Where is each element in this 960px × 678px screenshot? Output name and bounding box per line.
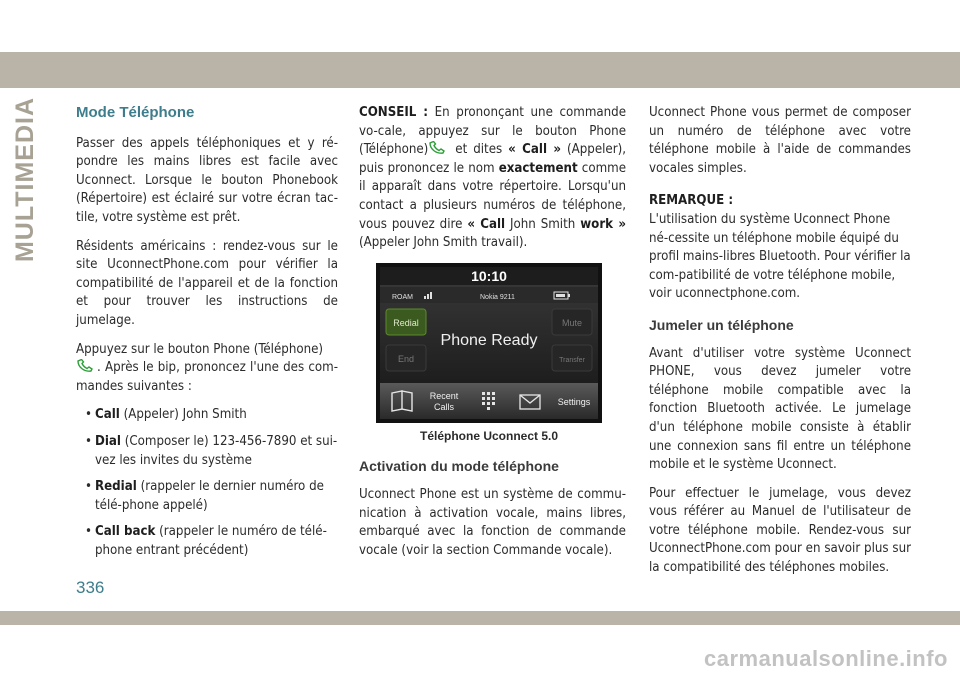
term: Call: [95, 407, 120, 423]
term: Call back: [95, 524, 156, 540]
watermark: carmanualsonline.info: [704, 646, 948, 671]
paragraph: Résidents américains : rendez-vous sur le site UconnectPhone.com pour vérifier la compatibilité de l'appareil et de la fonction et pour trouver les instructions de jumelage.: [76, 238, 338, 328]
settings-label[interactable]: Settings: [557, 396, 591, 407]
figure-caption: Téléphone Uconnect 5.0: [419, 428, 559, 443]
heading-activation: Activation du mode téléphone: [359, 458, 559, 475]
paragraph: Pour effectuer le jumelage, vous devez vous référer au Manuel de l'utilisateur de votre téléphone mobile. Rendez-vous sur UconnectPhone.com pour en savoir plus sur la compatibilité des téléphones mobiles.: [649, 485, 911, 576]
text: Appuyez sur le bouton Phone (Téléphone): [76, 341, 324, 357]
paragraph: Avant d'utiliser votre système Uconnect PHONE, vous devez jumeler votre téléphone mobile compatible avec la fonction Bluetooth activée. Le jumelage d'un téléphone mobile consiste à établir une connexion sans fil entre un téléphone mobile et le système Uconnect.: [649, 345, 911, 473]
command: « Call: [467, 216, 506, 232]
list-item: [76, 478, 338, 515]
phone-status: Phone Ready: [440, 331, 538, 349]
paragraph: Passer des appels téléphoniques et y ré-pondre les mains libres est facile avec Uconnect. Lorsque le bouton Phonebook (Répertoire) est éclairé sur votre écran tac-tile, votre système est prêt.: [76, 135, 338, 225]
redial-label: Redial: [393, 317, 419, 328]
screen-roam: ROAM: [392, 293, 413, 301]
top-band: [0, 52, 960, 88]
text: En prononçant une commande vo-cale, appuyez sur le bouton Phone (Téléphone): [359, 105, 627, 158]
heading-mode-telephone: Mode Téléphone: [76, 104, 195, 121]
mute-label: Mute: [561, 317, 583, 328]
page-number: 336: [76, 578, 105, 597]
command-list: [76, 406, 338, 560]
screen-device-name: Nokia 9211: [480, 293, 515, 301]
column-1: [76, 104, 338, 568]
text: John Smith: [505, 216, 581, 232]
text: (Appeler), puis prononcez le nom: [359, 142, 626, 176]
list-item: [76, 406, 338, 425]
text: (Appeler) John Smith: [119, 407, 247, 423]
column-2: [359, 104, 626, 570]
section-side-tab: [4, 94, 48, 264]
term: Dial: [95, 433, 121, 449]
text: (rappeler le numéro de télé-phone entrant précédent): [95, 524, 327, 558]
list-item: [76, 523, 338, 560]
term: Redial: [95, 479, 137, 495]
tip-label: CONSEIL :: [359, 105, 429, 120]
list-item: [76, 433, 338, 470]
note-text: L'utilisation du système Uconnect Phone né-cessite un téléphone mobile équipé du profil mains-libres Bluetooth. Pour vérifier la com-patibilité de votre téléphone mobile, voir uconnectphone.com.: [649, 211, 911, 302]
note: [649, 192, 911, 304]
phone-screen-figure: [376, 263, 602, 446]
heading-pairing: Jumeler un téléphone: [649, 316, 794, 333]
text: (rappeler le dernier numéro de télé-phone appelé): [95, 479, 324, 513]
tip-paragraph: [359, 104, 626, 253]
text: (Appeler John Smith travail).: [359, 235, 528, 251]
side-tab-label: MULTIMEDIA: [11, 96, 40, 262]
text: . Après le bip, prononcez l'une des com-mandes suivantes :: [76, 360, 338, 394]
transfer-label: Transfer: [559, 356, 585, 364]
emphasis: exactement: [498, 160, 578, 176]
paragraph: [76, 341, 338, 397]
note-label: REMARQUE :: [649, 193, 734, 209]
command: « Call »: [508, 142, 562, 158]
command: work »: [580, 216, 626, 232]
bottom-band: [0, 611, 960, 625]
recent-calls-label-1[interactable]: Recent: [429, 390, 459, 401]
text: (Composer le) 123-456-7890 et sui-vez les invites du système: [95, 433, 338, 468]
text: et dites: [449, 142, 509, 158]
phone-icon: [428, 141, 446, 155]
screen-time: 10:10: [471, 267, 507, 284]
column-3: [649, 104, 911, 588]
uconnect-phone-screen: [376, 263, 602, 423]
text: comme il apparaît dans votre répertoire. Lorsqu'un contact a plusieurs numéros de téléphone, vous pouvez dire: [359, 160, 627, 232]
phone-icon: [76, 359, 94, 373]
paragraph: Uconnect Phone est un système de commu-nication à activation vocale, mains libres, embarqué avec la fonction de commande vocale (voir la section Commande vocale).: [359, 486, 626, 558]
recent-calls-label-2[interactable]: Calls: [433, 401, 455, 412]
paragraph: Uconnect Phone vous permet de composer un numéro de téléphone avec votre téléphone mobile à l'aide de commandes vocales simples.: [649, 105, 911, 176]
end-label: End: [397, 353, 415, 364]
